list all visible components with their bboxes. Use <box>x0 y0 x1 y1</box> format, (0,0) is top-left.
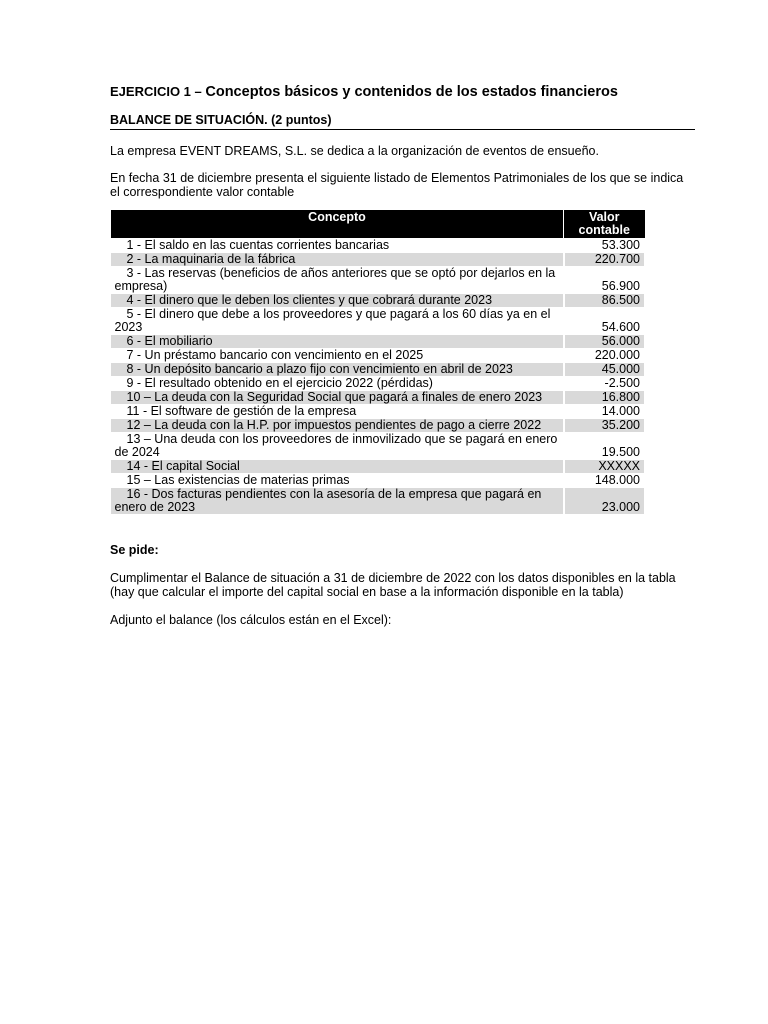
concepts-table <box>110 209 646 515</box>
intro-paragraph-2: En fecha 31 de diciembre presenta el siguiente listado de Elementos Patrimoniales de los que se indica el correspondiente valor contable <box>110 171 684 199</box>
exercise-title <box>110 82 695 102</box>
table-row <box>111 363 646 377</box>
table-row <box>111 267 646 294</box>
concepto-cell: 5 - El dinero que debe a los proveedores y que pagará a los 60 días ya en el 2023 <box>111 308 564 335</box>
valor-cell: 220.000 <box>564 349 646 363</box>
concepto-cell: 3 - Las reservas (beneficios de años anteriores que se optó por dejarlos en la empresa) <box>111 267 564 294</box>
table-row <box>111 377 646 391</box>
concepto-cell: 4 - El dinero que le deben los clientes y que cobrará durante 2023 <box>111 294 564 308</box>
concepto-cell: 11 - El software de gestión de la empresa <box>111 405 564 419</box>
exercise-title-text: Conceptos básicos y contenidos de los estados financieros <box>205 84 618 100</box>
table-row <box>111 488 646 515</box>
table-row <box>111 349 646 363</box>
valor-cell: 53.300 <box>564 239 646 253</box>
table-row <box>111 253 646 267</box>
section-subtitle: BALANCE DE SITUACIÓN. (2 puntos) <box>110 112 695 130</box>
valor-cell: 14.000 <box>564 405 646 419</box>
valor-cell: 148.000 <box>564 474 646 488</box>
valor-cell: 56.000 <box>564 335 646 349</box>
attachment-note: Adjunto el balance (los cálculos están en el Excel): <box>110 613 392 627</box>
concepto-cell: 16 - Dos facturas pendientes con la asesoría de la empresa que pagará en enero de 2023 <box>111 488 564 515</box>
valor-cell: 16.800 <box>564 391 646 405</box>
column-header-concepto: Concepto <box>111 210 564 239</box>
concepto-cell: 9 - El resultado obtenido en el ejercicio 2022 (pérdidas) <box>111 377 564 391</box>
valor-cell: -2.500 <box>564 377 646 391</box>
concepto-cell: 15 – Las existencias de materias primas <box>111 474 564 488</box>
concepto-cell: 14 - El capital Social <box>111 460 564 474</box>
task-heading: Se pide: <box>110 543 159 557</box>
column-header-valor: Valor contable <box>564 210 646 239</box>
table-row <box>111 405 646 419</box>
valor-cell: 19.500 <box>564 433 646 460</box>
table-row <box>111 239 646 253</box>
valor-cell: 35.200 <box>564 419 646 433</box>
table-row <box>111 474 646 488</box>
task-paragraph: Cumplimentar el Balance de situación a 31 de diciembre de 2022 con los datos disponibles en la tabla (hay que calcular el importe del capital social en base a la información disponible en la tabla) <box>110 571 676 599</box>
concepto-cell: 6 - El mobiliario <box>111 335 564 349</box>
concepto-cell: 12 – La deuda con la H.P. por impuestos pendientes de pago a cierre 2022 <box>111 419 564 433</box>
table-row <box>111 308 646 335</box>
table-row <box>111 419 646 433</box>
valor-cell: 220.700 <box>564 253 646 267</box>
valor-cell: 45.000 <box>564 363 646 377</box>
table-row <box>111 391 646 405</box>
concepto-cell: 13 – Una deuda con los proveedores de inmovilizado que se pagará en enero de 2024 <box>111 433 564 460</box>
valor-cell: XXXXX <box>564 460 646 474</box>
table-row <box>111 460 646 474</box>
document-page <box>110 82 695 627</box>
table-body <box>111 239 646 515</box>
valor-cell: 23.000 <box>564 488 646 515</box>
exercise-prefix: EJERCICIO 1 – <box>110 84 206 99</box>
table-row <box>111 294 646 308</box>
concepto-cell: 10 – La deuda con la Seguridad Social que pagará a finales de enero 2023 <box>111 391 564 405</box>
table-header-row <box>111 210 646 239</box>
concepto-cell: 2 - La maquinaria de la fábrica <box>111 253 564 267</box>
table-row <box>111 335 646 349</box>
valor-cell: 54.600 <box>564 308 646 335</box>
valor-cell: 86.500 <box>564 294 646 308</box>
concepto-cell: 7 - Un préstamo bancario con vencimiento en el 2025 <box>111 349 564 363</box>
valor-cell: 56.900 <box>564 267 646 294</box>
table-row <box>111 433 646 460</box>
concepto-cell: 1 - El saldo en las cuentas corrientes bancarias <box>111 239 564 253</box>
intro-paragraph-1: La empresa EVENT DREAMS, S.L. se dedica a la organización de eventos de ensueño. <box>110 144 599 158</box>
concepto-cell: 8 - Un depósito bancario a plazo fijo con vencimiento en abril de 2023 <box>111 363 564 377</box>
